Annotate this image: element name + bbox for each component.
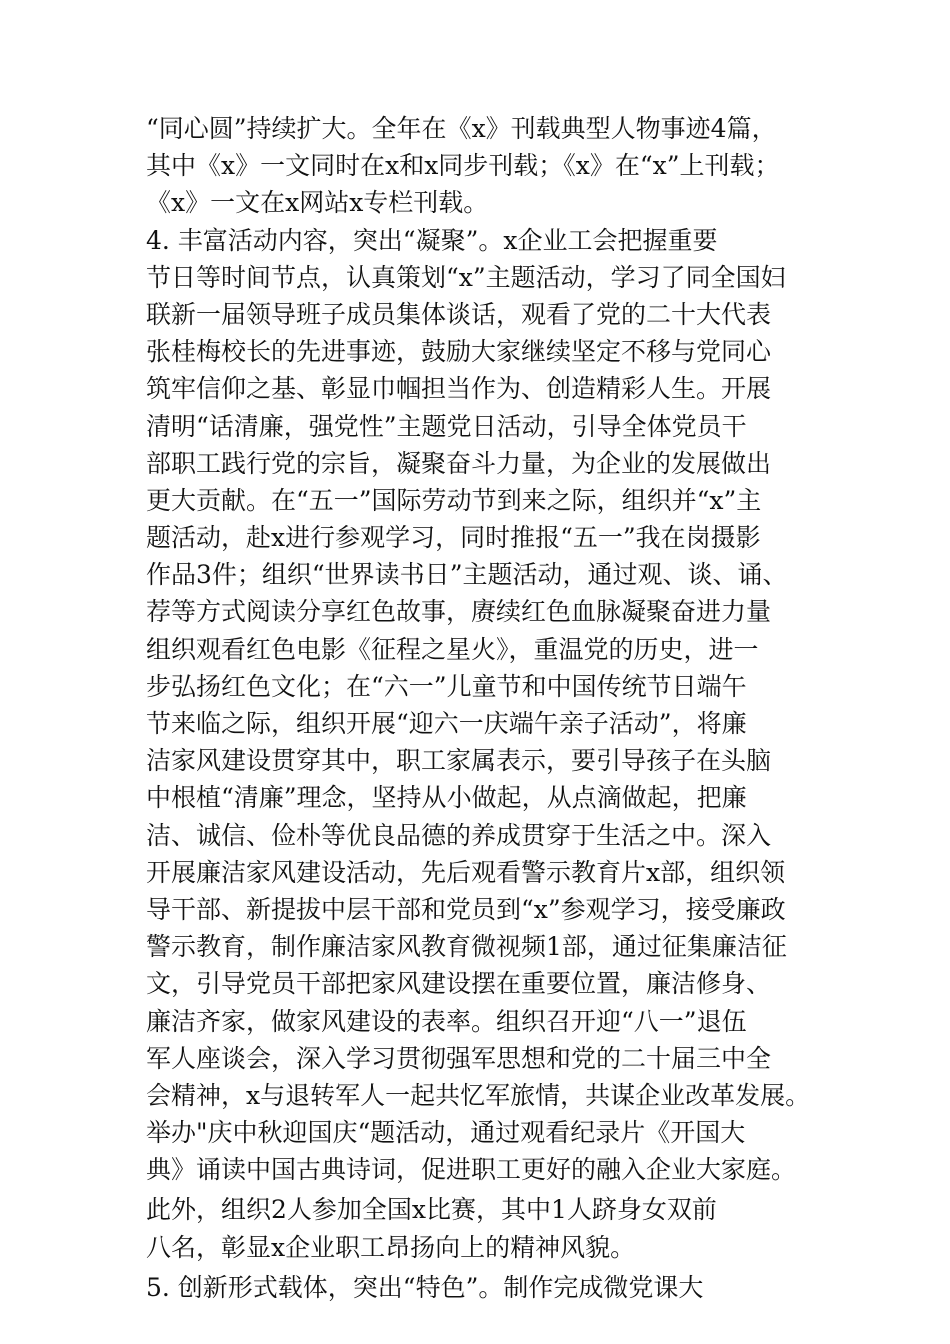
body-text <box>146 110 826 1306</box>
text-line: 节来临之际，组织开展“迎六一庆端午亲子活动”，将廉 <box>146 709 747 738</box>
text-line: 中根植“清廉”理念，坚持从小做起，从点滴做起，把廉 <box>146 783 747 813</box>
text-line: 张桂梅校长的先进事迹，鼓励大家继续坚定不移与党同心 <box>146 337 772 367</box>
text-line: 此外，组织2人参加全国x比赛，其中1人跻身女双前 <box>146 1195 717 1225</box>
text-line: 更大贡献。在“五一”国际劳动节到来之际，组织并“x”主 <box>146 485 762 515</box>
text-line: “同心圆”持续扩大。全年在《x》刊载典型人物事迹4篇， <box>146 114 777 143</box>
text-line: 军人座谈会，深入学习贯彻强军思想和党的二十届三中全 <box>146 1043 772 1073</box>
text-line: 洁、诚信、俭朴等优良品德的养成贯穿于生活之中。深入 <box>146 820 772 850</box>
text-line: 导干部、新提拔中层干部和党员到“x”参观学习，接受廉政 <box>146 894 786 924</box>
text-line: 联新一届领导班子成员集体谈话，观看了党的二十大代表 <box>146 299 772 329</box>
section-4-heading-line: 4. 丰富活动内容，突出“凝聚”。x企业工会把握重要 <box>146 225 718 255</box>
text-line: 其中《x》一文同时在x和x同步刊载；《x》在“x”上刊载； <box>146 151 780 181</box>
text-line: 洁家风建设贯穿其中，职工家属表示，要引导孩子在头脑 <box>146 746 772 776</box>
text-line: 开展廉洁家风建设活动，先后观看警示教育片x部，组织领 <box>146 857 786 887</box>
section-5-heading-line: 5. 创新形式载体，突出“特色”。制作完成微党课大 <box>146 1272 704 1302</box>
text-line: 举办"庆中秋迎国庆“题活动，通过观看纪录片《开国大 <box>146 1118 746 1148</box>
text-line: 《x》一文在x网站x专栏刊载。 <box>146 188 489 218</box>
text-line: 节日等时间节点，认真策划“x”主题活动，学习了同全国妇 <box>146 262 786 292</box>
text-line: 典》诵读中国古典诗词，促进职工更好的融入企业大家庭。 <box>146 1155 797 1185</box>
text-line: 题活动，赴x进行参观学习，同时推报“五一”我在岗摄影 <box>146 523 761 553</box>
text-line: 文，引导党员干部把家风建设摆在重要位置，廉洁修身、 <box>146 969 772 999</box>
text-line: 作品3件；组织“世界读书日”主题活动，通过观、谈、诵、 <box>146 560 788 590</box>
text-line: 部职工践行党的宗旨，凝聚奋斗力量，为企业的发展做出 <box>146 448 772 478</box>
text-line: 步弘扬红色文化；在“六一”儿童节和中国传统节日端午 <box>146 671 747 701</box>
text-line: 筑牢信仰之基、彰显巾帼担当作为、创造精彩人生。开展 <box>146 374 772 404</box>
text-line: 八名，彰显x企业职工昂扬向上的精神风貌。 <box>146 1232 636 1262</box>
text-line: 组织观看红色电影《征程之星火》，重温党的历史，进一 <box>146 634 759 664</box>
text-line: 会精神，x与退转军人一起共忆军旅情，共谋企业改革发展。 <box>146 1080 811 1110</box>
text-line: 警示教育，制作廉洁家风教育微视频1部，通过征集廉洁征 <box>146 932 787 962</box>
text-line: 廉洁齐家，做家风建设的表率。组织召开迎“八一”退伍 <box>146 1006 747 1036</box>
text-line: 荐等方式阅读分享红色故事，赓续红色血脉凝聚奋进力量 <box>146 597 772 627</box>
text-line: 清明“话清廉，强党性”主题党日活动，引导全体党员干 <box>146 411 747 441</box>
